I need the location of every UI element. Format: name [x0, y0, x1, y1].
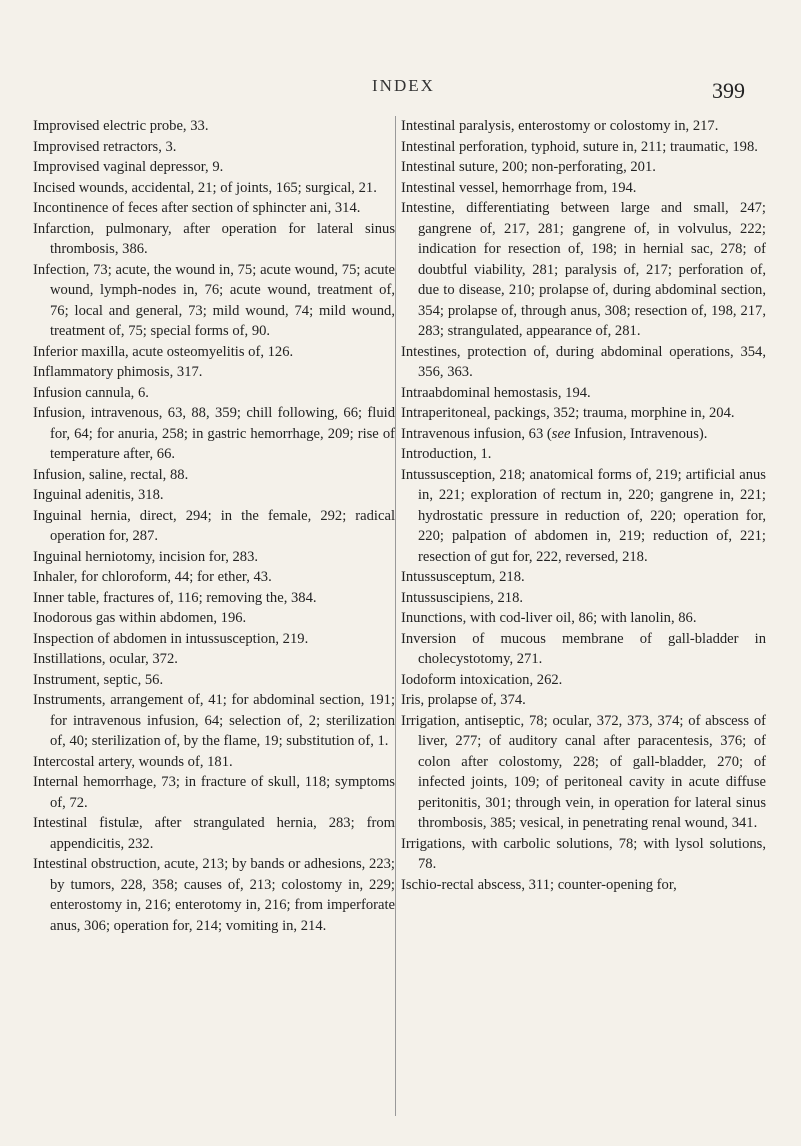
page-number: 399 [712, 78, 745, 103]
index-entry: Iodoform intoxication, 262. [401, 671, 563, 688]
index-entry: Intestinal paralysis, enterostomy or colostomy in, 217. [401, 118, 719, 134]
index-column-right [401, 116, 766, 895]
index-entry: Inguinal herniotomy, incision for, 283. [33, 548, 259, 565]
column-divider [395, 116, 396, 1116]
index-entry: Inner table, fractures of, 116; removing the, 384. [33, 589, 317, 606]
index-entry: Inunctions, with cod-liver oil, 86; with lanolin, 86. [401, 610, 697, 626]
index-entry: Ischio-rectal abscess, 311; counter-opening for, [401, 876, 677, 893]
index-entry: Inhaler, for chloroform, 44; for ether, 43. [33, 569, 272, 585]
index-entry: Inodorous gas within abdomen, 196. [33, 610, 247, 626]
index-entry: Instillations, ocular, 372. [33, 651, 178, 667]
index-entry: Inguinal adenitis, 318. [33, 487, 164, 503]
index-entry: Inflammatory phimosis, 317. [33, 364, 203, 380]
index-entry: Instrument, septic, 56. [33, 671, 164, 688]
index-entry: Inferior maxilla, acute osteomyelitis of, 126. [33, 343, 294, 360]
index-entry: Inversion of mucous membrane of gall-bladder in cholecystotomy, 271. [401, 630, 766, 667]
index-entry: Internal hemorrhage, 73; in fracture of skull, 118; symptoms of, 72. [33, 774, 395, 811]
index-entry: Infection, 73; acute, the wound in, 75; acute wound, 75; acute wound, lymph-nodes in, 76; acute wound, treatment of, 76; local and general, 73; mild wound, 74; mild wound, treatment of, 75; special forms of, 90. [33, 261, 395, 339]
index-entry: Infarction, pulmonary, after operation for lateral sinus thrombosis, 386. [33, 220, 395, 257]
index-entry: Instruments, arrangement of, 41; for abdominal section, 191; for intravenous infusion, 64; selection of, 2; sterilization of, 40; sterilization of, by the flame, 19; substitution of, 1. [33, 692, 395, 749]
index-entry: Intestine, differentiating between large and small, 247; gangrene of, 217, 281; gangrene of, in volvulus, 222; indication for resection of, 198; in hernial sac, 278; of doubtful viability, 281; paralysis of, 217; perforation of, due to disease, 210; prolapse of, during abdominal section, 354; prolapse of, through anus, 308; resection of, 198, 217, 283; strangulated, appearance of, 281. [401, 200, 766, 339]
index-entry: Iris, prolapse of, 374. [401, 692, 526, 708]
index-entry: Incised wounds, accidental, 21; of joints, 165; surgical, 21. [33, 179, 377, 196]
index-entry: Improvised retractors, 3. [33, 138, 177, 155]
index-entry: Inguinal hernia, direct, 294; in the female, 292; radical operation for, 287. [33, 507, 395, 544]
index-entry: Intussusceptum, 218. [401, 569, 525, 585]
index-entry: Irrigation, antiseptic, 78; ocular, 372, 373, 374; of abscess of liver, 277; of auditory canal after paracentesis, 376; of colon after colostomy, 228; of gall-bladder, 270; of infected joints, 109; of peritoneal cavity in acute diffuse peritonitis, 301; through vein, in operation for lateral sinus thrombosis, 385; vesical, in penetrating renal wound, 341. [401, 712, 766, 831]
index-entry: Inspection of abdomen in intussusception, 219. [33, 630, 309, 647]
index-entry: Infusion cannula, 6. [33, 384, 149, 401]
index-entry: Irrigations, with carbolic solutions, 78; with lysol solutions, 78. [401, 835, 766, 872]
index-column-left [33, 116, 395, 936]
index-entry: Intraabdominal hemostasis, 194. [401, 384, 591, 401]
index-entry: Improvised electric probe, 33. [33, 118, 209, 134]
index-entry: Intestines, protection of, during abdominal operations, 354, 356, 363. [401, 343, 766, 380]
index-entry: Introduction, 1. [401, 446, 492, 462]
index-entry: Intravenous infusion, 63 (see Infusion, Intravenous). [401, 425, 708, 442]
index-entry: Infusion, saline, rectal, 88. [33, 466, 189, 483]
page-header [0, 76, 801, 110]
index-entry: Intestinal fistulæ, after strangulated hernia, 283; from appendicitis, 232. [33, 815, 395, 852]
index-entry: Intercostal artery, wounds of, 181. [33, 753, 233, 770]
index-entry: Infusion, intravenous, 63, 88, 359; chill following, 66; fluid for, 64; for anuria, 258; in gastric hemorrhage, 209; rise of temperature after, 66. [33, 405, 395, 462]
index-entry: Incontinence of feces after section of sphincter ani, 314. [33, 200, 361, 216]
index-entry: Intussuscipiens, 218. [401, 589, 524, 606]
index-entry: Intestinal vessel, hemorrhage from, 194. [401, 179, 637, 196]
index-entry: Intraperitoneal, packings, 352; trauma, morphine in, 204. [401, 405, 735, 421]
running-head: INDEX [372, 76, 435, 95]
index-entry: Intestinal obstruction, acute, 213; by bands or adhesions, 223; by tumors, 228, 358; causes of, 213; colostomy in, 229; enterostomy in, 216; enterotomy in, 216; from imperforate anus, 306; operation for, 214; vomiting in, 214. [33, 856, 395, 934]
index-entry: Improvised vaginal depressor, 9. [33, 159, 224, 175]
index-entry: Intestinal suture, 200; non-perforating, 201. [401, 159, 656, 175]
index-entry: Intussusception, 218; anatomical forms of, 219; artificial anus in, 221; exploration of rectum in, 220; gangrene in, 221; hydrostatic pressure in reduction of, 220; operation for, 220; palpation of abdomen in, 219; reduction of, 221; resection of gut for, 222, reversed, 218. [401, 466, 766, 565]
index-entry: Intestinal perforation, typhoid, suture in, 211; traumatic, 198. [401, 138, 758, 155]
